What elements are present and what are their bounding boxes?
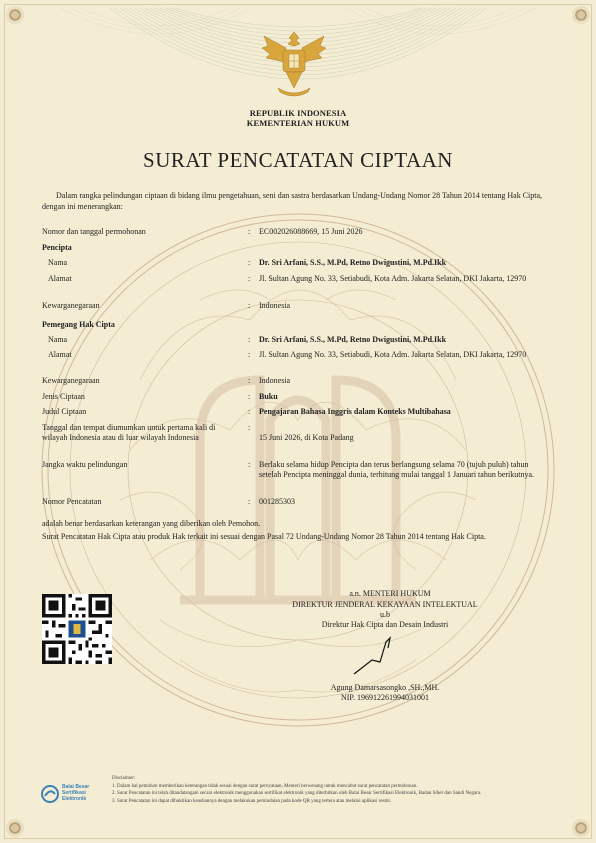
work-type-label: Jenis Ciptaan <box>42 392 85 401</box>
colon: : <box>248 460 251 469</box>
colon: : <box>248 335 251 344</box>
colon: : <box>248 301 251 310</box>
signature-line-1: a.n. MENTERI HUKUM <box>349 589 431 598</box>
pencipta-heading: Pencipta <box>42 243 72 252</box>
pemegang-nationality-label: Kewarganegaraan <box>42 376 100 385</box>
header-republic: REPUBLIK INDONESIA <box>249 108 347 118</box>
pemegang-address-label: Alamat <box>48 350 72 359</box>
colon: : <box>248 258 251 267</box>
disclaimer-note-1: 1. Dalam hal pemohon memberikan keterangan tidak sesuai dengan surat pernyataan, Menteri berwenang untuk mencabut surat pencatatan permohonan. <box>112 783 418 789</box>
work-period-value: Berlaku selama hidup Pencipta dan terus berlangsung selama 70 (tujuh puluh) tahun setelah Pencipta meninggal dunia, terhitung mulai tanggal 1 Januari tahun berikutnya. <box>259 460 535 479</box>
corner-ornament <box>572 6 590 24</box>
pencipta-address-value: Jl. Sultan Agung No. 33, Setiabudi, Kota Adm. Jakarta Selatan, DKI Jakarta, 12970 <box>259 274 527 283</box>
disclaimer-note-2: 2. Surat Pencatatan ini telah ditandatangani secara elektronik menggunakan sertifikat elektronik yang diterbitkan oleh Balai Besar Sertifikasi Elektronik, Badan Siber dan Sandi Negara. <box>112 791 482 796</box>
signature-line-2: DIREKTUR JENDERAL KEKAYAAN INTELEKTUAL <box>292 600 478 609</box>
pencipta-nationality-label: Kewarganegaraan <box>42 301 100 310</box>
pemegang-name-label: Nama <box>48 335 68 344</box>
pencipta-address-label: Alamat <box>48 274 72 283</box>
colon: : <box>248 392 251 401</box>
signature-line-3: u.b <box>380 610 390 619</box>
pemegang-nationality-value: Indonesia <box>259 376 291 385</box>
disclaimer-notes <box>112 775 562 805</box>
corner-ornament <box>6 6 24 24</box>
work-date-label: Tanggal dan tempat diumumkan untuk pertama kali di wilayah Indonesia atau di luar wilayah Indonesia <box>42 423 216 442</box>
closing-legal-note: Surat Pencatatan Hak Cipta atau produk Hak terkait ini sesuai dengan Pasal 72 Undang-Undang Nomor 28 Tahun 2014 tentang Hak Cipta. <box>42 532 486 541</box>
record-number-value: 001285303 <box>259 497 295 506</box>
signature-mark-icon <box>350 632 410 677</box>
colon: : <box>248 423 251 432</box>
signature-line-4: Direktur Hak Cipta dan Desain Industri <box>321 620 449 629</box>
pemegang-name-value: Dr. Sri Arfani, S.S., M.Pd, Retno Dwigustini, M.Pd.Ikk <box>259 335 447 344</box>
corner-ornament <box>572 819 590 837</box>
work-date-value: 15 Juni 2026, di Kota Padang <box>259 433 354 442</box>
colon: : <box>248 274 251 283</box>
pemegang-heading: Pemegang Hak Cipta <box>42 320 115 329</box>
disclaimer-heading: Disclaimer: <box>112 776 136 781</box>
colon: : <box>248 350 251 359</box>
bsre-text <box>62 784 89 802</box>
closing-statement: adalah benar berdasarkan keterangan yang diberikan oleh Pemohon. <box>42 519 261 528</box>
work-type-value: Buku <box>259 392 278 401</box>
header-ministry: KEMENTERIAN HUKUM <box>246 118 350 128</box>
bsre-logo <box>40 782 110 808</box>
qr-code-icon <box>42 594 112 664</box>
pencipta-name-label: Nama <box>48 258 68 267</box>
pencipta-name-value: Dr. Sri Arfani, S.S., M.Pd, Retno Dwigustini, M.Pd.Ikk <box>259 258 447 267</box>
page-title: SURAT PENCATATAN CIPTAAN <box>143 148 453 172</box>
page-border <box>4 4 592 839</box>
disclaimer-note-3: 3. Surat Pencatatan ini dapat dibuktikan keasliannya dengan melakukan pemindaian pada kode QR yang tertera atau melalui aplikasi resmi. <box>112 798 392 804</box>
signer-nip: NIP. 196912261994031001 <box>340 693 429 702</box>
colon: : <box>248 376 251 385</box>
bsre-logo-icon <box>40 784 60 804</box>
bsre-line-1: Balai Besar <box>62 784 90 790</box>
pemegang-address-value: Jl. Sultan Agung No. 33, Setiabudi, Kota Adm. Jakarta Selatan, DKI Jakarta, 12970 <box>259 350 527 359</box>
bsre-line-3: Elektronik <box>62 796 87 802</box>
pencipta-nationality-value: Indonesia <box>259 301 291 310</box>
intro-paragraph: Dalam rangka pelindungan ciptaan di bidang ilmu pengetahuan, seni dan sastra berdasarkan Undang-Undang Nomor 28 Tahun 2014 tentang Hak Cipta, dengan ini menerangkan: <box>42 191 543 211</box>
work-title-label: Judul Ciptaan <box>42 407 87 416</box>
record-number-label: Nomor Pencatatan <box>42 497 102 506</box>
bsre-line-2: Sertifikasi <box>62 790 86 796</box>
corner-ornament <box>6 819 24 837</box>
garuda-emblem-icon <box>256 26 332 102</box>
work-title-value: Pengajaran Bahasa Inggris dalam Konteks Multibahasa <box>259 407 451 416</box>
signer-name: Agung Damarsasongko ,SH.,MH. <box>330 683 440 692</box>
work-period-label: Jangka waktu pelindungan <box>42 460 128 469</box>
application-label: Nomor dan tanggal permohonan <box>42 227 146 236</box>
colon: : <box>248 407 251 416</box>
application-value: EC002026088669, 15 Juni 2026 <box>259 227 363 236</box>
colon: : <box>248 497 251 506</box>
colon: : <box>248 227 251 236</box>
